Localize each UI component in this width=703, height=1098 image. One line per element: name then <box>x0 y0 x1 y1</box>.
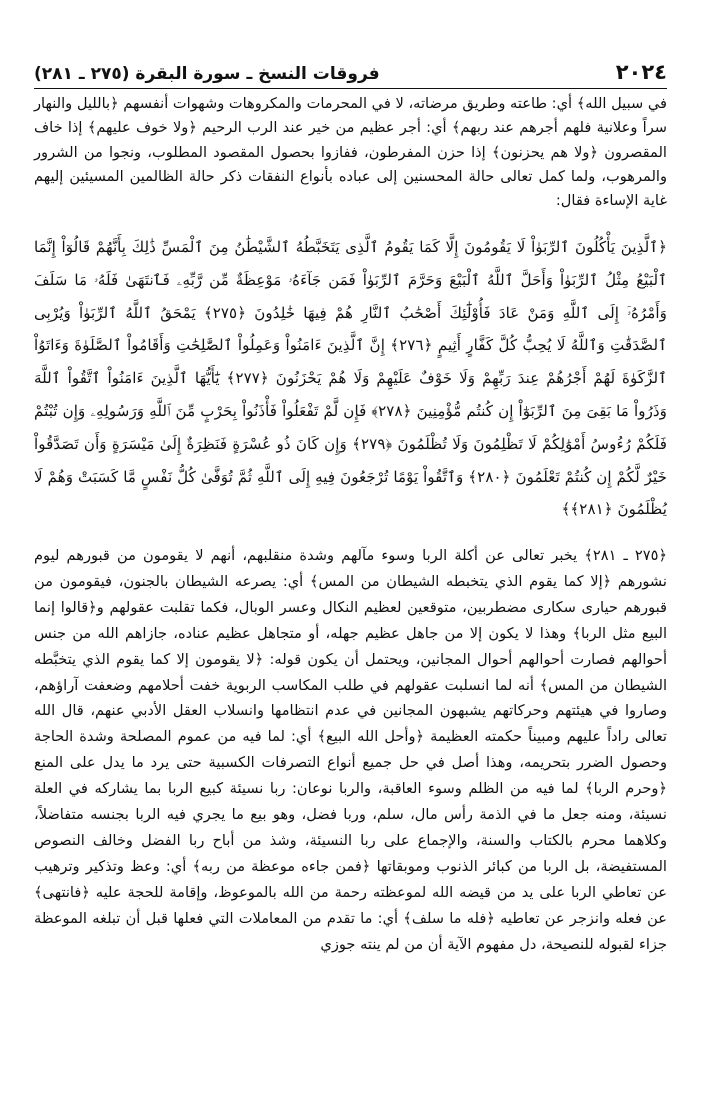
header-rule <box>34 88 667 89</box>
quran-verses-block: ﴿ٱلَّذِينَ يَأْكُلُونَ ٱلرِّبَوٰاْ لَا يَقُومُونَ إِلَّا كَمَا يَقُومُ ٱلَّذِى يَتَخَبَّطُهُ ٱلشَّيْطَٰنُ مِنَ ٱلْمَسِّ ذَٰلِكَ بِأَنَّهُمْ قَالُوٓاْ إِنَّمَا ٱلْبَيْعُ مِثْلُ ٱلرِّبَوٰاْ وَأَحَلَّ ٱللَّهُ ٱلْبَيْعَ وَحَرَّمَ ٱلرِّبَوٰاْ فَمَن جَآءَهُۥ مَوْعِظَةٌ مِّن رَّبِّهِۦ فَٱنتَهَىٰ فَلَهُۥ مَا سَلَفَ وَأَمْرُهُۥٓ إِلَى ٱللَّهِ وَمَنْ عَادَ فَأُوْلَٰٓئِكَ أَصْحَٰبُ ٱلنَّارِ هُمْ فِيهَا خَٰلِدُونَ ﴿٢٧٥﴾ يَمْحَقُ ٱللَّهُ ٱلرِّبَوٰاْ وَيُرْبِى ٱلصَّدَقَٰتِ وَٱللَّهُ لَا يُحِبُّ كُلَّ كَفَّارٍ أَثِيمٍ ﴿٢٧٦﴾ إِنَّ ٱلَّذِينَ ءَامَنُواْ وَعَمِلُواْ ٱلصَّٰلِحَٰتِ وَأَقَامُواْ ٱلصَّلَوٰةَ وَءَاتَوُاْ ٱلزَّكَوٰةَ لَهُمْ أَجْرُهُمْ عِندَ رَبِّهِمْ وَلَا خَوْفٌ عَلَيْهِمْ وَلَا هُمْ يَحْزَنُونَ ﴿٢٧٧﴾ يَٰٓأَيُّهَا ٱلَّذِينَ ءَامَنُواْ ٱتَّقُواْ ٱللَّهَ وَذَرُواْ مَا بَقِىَ مِنَ ٱلرِّبَوٰٓاْ إِن كُنتُم مُّؤْمِنِينَ ﴿٢٧٨﴾ فَإِن لَّمْ تَفْعَلُواْ فَأْذَنُواْ بِحَرْبٍ مِّنَ ٱللَّهِ وَرَسُولِهِۦ وَإِن تُبْتُمْ فَلَكُمْ رُءُوسُ أَمْوَٰلِكُمْ لَا تَظْلِمُونَ وَلَا تُظْلَمُونَ ﴿٢٧٩﴾ وَإِن كَانَ ذُو عُسْرَةٍ فَنَظِرَةٌ إِلَىٰ مَيْسَرَةٍ وَأَن تَصَدَّقُواْ خَيْرٌ لَّكُمْ إِن كُنتُمْ تَعْلَمُونَ ﴿٢٨٠﴾ وَٱتَّقُواْ يَوْمًا تُرْجَعُونَ فِيهِ إِلَى ٱللَّهِ ثُمَّ تُوَفَّىٰ كُلُّ نَفْسٍ مَّا كَسَبَتْ وَهُمْ لَا يُظْلَمُونَ ﴿٢٨١﴾﴾ <box>34 238 668 519</box>
tafsir-paragraph: ﴿٢٧٥ ـ ٢٨١﴾ يخبر تعالى عن أكلة الربا وسوء مآلهم وشدة منقلبهم، أنهم لا يقومون من قبورهم ليوم نشورهم ﴿إلا كما يقوم الذي يتخبطه الشيطان من المس﴾ أي: يصرعه الشيطان بالجنون، فيقومون من قبورهم حيارى سكارى مضطربين، متوقعين لعظيم النكال وعسر الوبال، فكما تقلبت عقولهم و﴿قالوا إنما البيع مثل الربا﴾ وهذا لا يكون إلا من جاهل عظيم جهله، أو متجاهل عظيم عناده، جازاهم الله من جنس أحوالهم فصارت أحوالهم أحوال المجانين، ويحتمل أن يكون قوله: ﴿لا يقومون إلا كما يقوم الذي يتخبَّطه الشيطان من المس﴾ أنه لما انسلبت عقولهم في طلب المكاسب الربوية خفت أحلامهم وضعفت آراؤهم، وصاروا في هيئتهم وحركاتهم يشبهون المجانين في عدم انتظامها وانسلاب العقل الأدبي عنهم، قال الله تعالى راداً عليهم ومبيناً حكمته العظيمة ﴿وأحل الله البيع﴾ أي: لما فيه من عموم المصلحة وشدة الحاجة وحصول الضرر بتحريمه، وهذا أصل في حل جميع أنواع التصرفات الكسبية حتى يرد ما يدل على المنع ﴿وحرم الربا﴾ لما فيه من الظلم وسوء العاقبة، والربا نوعان: ربا نسيئة كبيع الربا بما يشاركه في العلة نسيئة، ومنه جعل ما في الذمة رأس مال، سلم، وربا فضل، وهو بيع ما يجري فيه الربا بجنسه متفاضلاً، وكلاهما محرم بالكتاب والسنة، والإجماع على ربا النسيئة، وشذ من أباح ربا الفضل وخالف النصوص المستفيضة، بل الربا من كبائر الذنوب وموبقاتها ﴿فمن جاءه موعظة من ربه﴾ أي: وعظ وتذكير وترهيب عن تعاطي الربا على يد من قيضه الله لموعظته رحمة من الله بالموعوظ، وإقامة للحجة عليه ﴿فانتهى﴾ عن فعله وانزجر عن تعاطيه ﴿فله ما سلف﴾ أي: ما تقدم من المعاملات التي فعلها قبل أن تبلغه الموعظة جزاء لقبوله للنصيحة، دل مفهوم الآية أن من لم ينته جوزي <box>34 547 667 953</box>
page-number: ٢٠٢٤ <box>615 60 667 84</box>
page-header <box>34 58 667 84</box>
intro-paragraph: في سبيل الله﴾ أي: طاعته وطريق مرضاته، لا في المحرمات والمكروهات وشهوات أنفسهم ﴿بالليل والنهار سراً وعلانية فلهم أجرهم عند ربهم﴾ أي: أجر عظيم من خير عند الرب الرحيم ﴿ولا خوف عليهم﴾ إذا خاف المقصرون ﴿ولا هم يحزنون﴾ إذا حزن المفرطون، ففازوا بحصول المقصود المطلوب، ونجوا من الشرور والمرهوب، ولما كمل تعالى حالة المحسنين إلى عباده بأنواع النفقات ذكر حالة الظالمين المسيئين إليهم غاية الإساءة فقال: <box>34 95 667 210</box>
running-title: فروقات النسخ ـ سورة البقرة (٢٧٥ ـ ٢٨١) <box>34 64 380 84</box>
